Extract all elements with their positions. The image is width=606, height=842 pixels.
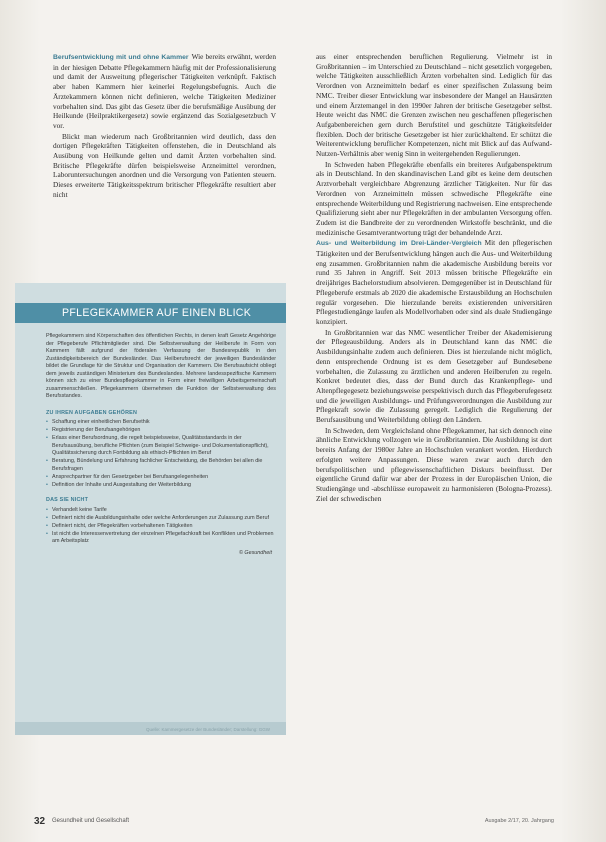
list-item: • Ansprechpartner für den Gesetzgeber bei Berufsangelegenheiten bbox=[46, 474, 276, 482]
info-box-intro: Pflegekammern sind Körperschaften des öffentlichen Rechts, in denen kraft Gesetz Angehörige der Pflegeberufe Pflichtmitglieder sind. Die Selbstverwaltung der Heilberufe in Form von Kammern fällt aufgrund der föderalen Verfassung der Bundesrepublik in den Zuständigkeitsbereich der Bundesländer. Das Heilberufsrecht der jeweiligen Bundesländer bildet die Grundlage für die Struktur und Organisation der Kammern. Die Berufsaufsicht obliegt dem jeweils zuständigen Ministerium des Bundeslandes. Mehrere landesspezifische Kammern können sich zu einer Bundespflegekammer in Form einer freiwilligen Arbeitsgemeinschaft zusammenschließen. Pflegekammern übernehmen die Funktion der Selbstverwaltung des Berufsstandes. bbox=[46, 333, 276, 399]
paragraph: In Schweden, dem Vergleichsland ohne Pflegekammer, hat sich dennoch eine ähnliche Entwicklung vollzogen wie in Großbritannien. Die Ausbildung ist dort bereits Anfang der 1980er Jahre an Hochschulen verankert worden. Hierdurch erfolgten weitere Anpassungen. Diese waren zwar auch durch den berufspolitischen und pflegewissenschaftlichen Diskurs beeinflusst. Der eigentliche Grund dafür war aber der Prozess in der Europäischen Union, die Studiengänge und -abschlüsse europaweit zu harmonisieren (Bologna-Prozess). Ziel der schwedischen bbox=[316, 425, 552, 503]
paragraph bbox=[316, 238, 552, 326]
list-item: • Definiert nicht die Ausbildungsinhalte oder welche Anforderungen zur Zulassung zum Beruf bbox=[46, 515, 276, 523]
right-text-column bbox=[316, 52, 552, 812]
paragraph: aus einer entsprechenden beruflichen Regulierung. Vielmehr ist in Großbritannien – im Unterschied zu Deutschland – nicht gesetzlich vorgegeben, welche Tätigkeiten ausschließlich Ärzten vorbehalten sind. Lediglich für das Verordnen von Arzneimitteln bedarf es einer spezifischen Zulassung beim NMC. Treiber dieser Entwicklung war insbesondere der Mangel an Hausärzten und einem Ärztemangel in den 1990er Jahren der britische Gesetzgeber selbst. Heute weicht das NMC die Grenzen zwischen neu geschaffenen pflegerischen Aufgabenbereichen gern durch Berufstitel und geschützte Tätigkeitsfelder flexiblen. Doch der britische Gesetzgeber ist hier zurückhaltend. Er schützt die Weiterentwicklung beruflicher Kompetenzen, nicht mit Blick auf das Aufwand-Nutzen-Verhältnis aber wenig Sinn in weitergehenden Regulierungen. bbox=[316, 52, 552, 159]
info-box-strip-text: Quelle: Kammergesetze der Bundesländer; Darstellung: GGW bbox=[145, 727, 270, 732]
paragraph-text: Wie bereits erwähnt, werden in der hiesigen Debatte Pflegekammern häufig mit der Professionalisierung und damit der Ausweitung pflegerischer Tätigkeiten verknüpft. Faktisch aber haben Kammern hier keinerlei Regelungsbefugnis. Auch die Ärztekammern können nicht definieren, welche Tätigkeiten Mediziner vorbehalten sind. Das gibt das Gesetz über die berufsmäßige Ausübung der Heilkunde (Heilpraktikergesetz) sowie ergänzend das Sozialgesetzbuch V vor. bbox=[53, 52, 276, 130]
info-box-content bbox=[46, 333, 276, 557]
section-lead: Aus- und Weiterbildung im Drei-Länder-Vergleich bbox=[316, 240, 482, 248]
not-list bbox=[46, 507, 276, 546]
list-item: • Registrierung der Berufsangehörigen bbox=[46, 427, 276, 435]
paragraph: In Schweden haben Pflegekräfte ebenfalls ein breiteres Aufgabenspektrum als in Deutschland. In den skandinavischen Land gibt es keine dem deutschen Arztvorbehalt vergleichbare Abgrenzung ärztlicher Tätigkeiten. Nur für das Verordnen von Arzneimitteln müssen schwedische Pflegekräfte eine entsprechende Weiterbildung und Registrierung nachweisen. Eine entsprechende Qualifizierung sieht aber nur Pflegekräften in der ambulanten Versorgung offen. Zudem ist die Bandbreite der zu verordnenden Wirkstoffe beschränkt, und die medizinische Gesamtverantwortung trägt der behandelnde Arzt. bbox=[316, 159, 552, 237]
info-box-title: PFLEGEKAMMER AUF EINEN BLICK bbox=[15, 303, 286, 323]
tasks-list bbox=[46, 419, 276, 489]
paragraph: Blickt man wiederum nach Großbritannien wird deutlich, dass den dortigen Pflegekräften Tätigkeiten offenstehen, die in Deutschland als Ausübung von Heilkunde gelten und damit Ärzten vorbehalten sind. Britische Pflegekräfte dürfen beispielsweise Arzneimittel verordnen, Laboruntersuchungen anordnen und die Versorgung von Patienten steuern. Dieses erweiterte Tätigkeitsspektrum britischer Pflegekräfte resultiert aber nicht bbox=[53, 131, 276, 199]
list-item: • Beratung, Bündelung und Erfahrung fachlicher Entscheidung, die Behörden bei allen die Berufsfragen bbox=[46, 458, 276, 473]
list-item: • Schaffung einer einheitlichen Berufsethik bbox=[46, 419, 276, 427]
list-item: • Definiert nicht, der Pflegekräften vorbehaltenen Tätigkeiten bbox=[46, 523, 276, 531]
paragraph: In Großbritannien war das NMC wesentlicher Treiber der Akademisierung der Pflegeausbildung. Anders als in Deutschland kann das NMC die Ausbildungsinhalte zudem auch definieren. Dies ist hierzulande nicht möglich, denn entsprechende Ordnung ist es dem Gesetzgeber auf Bundesebene vorbehalten, die Zulassung zu ärztlichen und anderen Heilberufen zu regeln. Konkret bedeutet dies, dass der Bund durch das Krankenpflege- und Altenpflegegesetz beziehungsweise perspektivisch durch das Pflegeberufegesetz und die jeweiligen Ausbildungs- und Prüfungsverordnungen die Ausbildung zur Pflegekraft sowie die Zulassung geregelt. Lediglich die Regulierung der Berufsausübung und Weiterbildung obliegt den Ländern. bbox=[316, 327, 552, 425]
left-text-column bbox=[53, 52, 276, 258]
info-box-source: © Gesundheit bbox=[238, 549, 272, 556]
section-lead: Berufsentwicklung mit und ohne Kammer bbox=[53, 54, 189, 61]
list-item: • Verhandelt keine Tarife bbox=[46, 507, 276, 515]
list-item: • Definition der Inhalte und Ausgestaltung der Weiterbildung bbox=[46, 482, 276, 490]
tasks-heading: ZU IHREN AUFGABEN GEHÖREN bbox=[46, 409, 138, 416]
page-footer bbox=[34, 816, 554, 830]
info-box bbox=[15, 283, 286, 735]
page-number: 32 bbox=[34, 816, 46, 827]
paragraph bbox=[53, 52, 276, 131]
info-box-footer-strip bbox=[15, 722, 286, 735]
not-heading: DAS SIE NICHT bbox=[46, 497, 89, 503]
paragraph-text: Mit den pflegerischen Tätigkeiten und der Berufsentwicklung hängen auch die Aus- und Weiterbildung eng zusammen. Großbritannien nahm die akademische Ausbildung bereits vor rund 35 Jahren in Angriff. Seit 2013 müssen britische Pflegekräfte ein dreijähriges Bachelorstudium absolvieren. Demgegenüber ist in Deutschland für Pflegeberufe erstmals ab 2020 die akademische Erstausbildung an Hochschulen regulär vorgesehen. Die hierzulande bereits existierenden universitären Pflegestudiengänge laufen als Modellvorhaben oder sind als duale Studiengänge konzipiert. bbox=[316, 238, 552, 326]
issue-info: Ausgabe 2/17, 20. Jahrgang bbox=[484, 818, 554, 824]
list-item: • Erlass einer Berufsordnung, die regelt beispielsweise, Qualitätsstandards in der Berufsausübung, berufliche Pflichten (zum Beispiel Schweige- und Dokumentationspflicht), Qualitätssicherung durch Fortbildung als ethisch-Pflichten im Beruf bbox=[46, 435, 276, 458]
list-item: • Ist nicht die Interessenvertretung der einzelnen Pflegefachkraft bei Konflikten und Problemen am Arbeitsplatz bbox=[46, 531, 276, 546]
journal-name: Gesundheit und Gesellschaft bbox=[52, 818, 130, 824]
